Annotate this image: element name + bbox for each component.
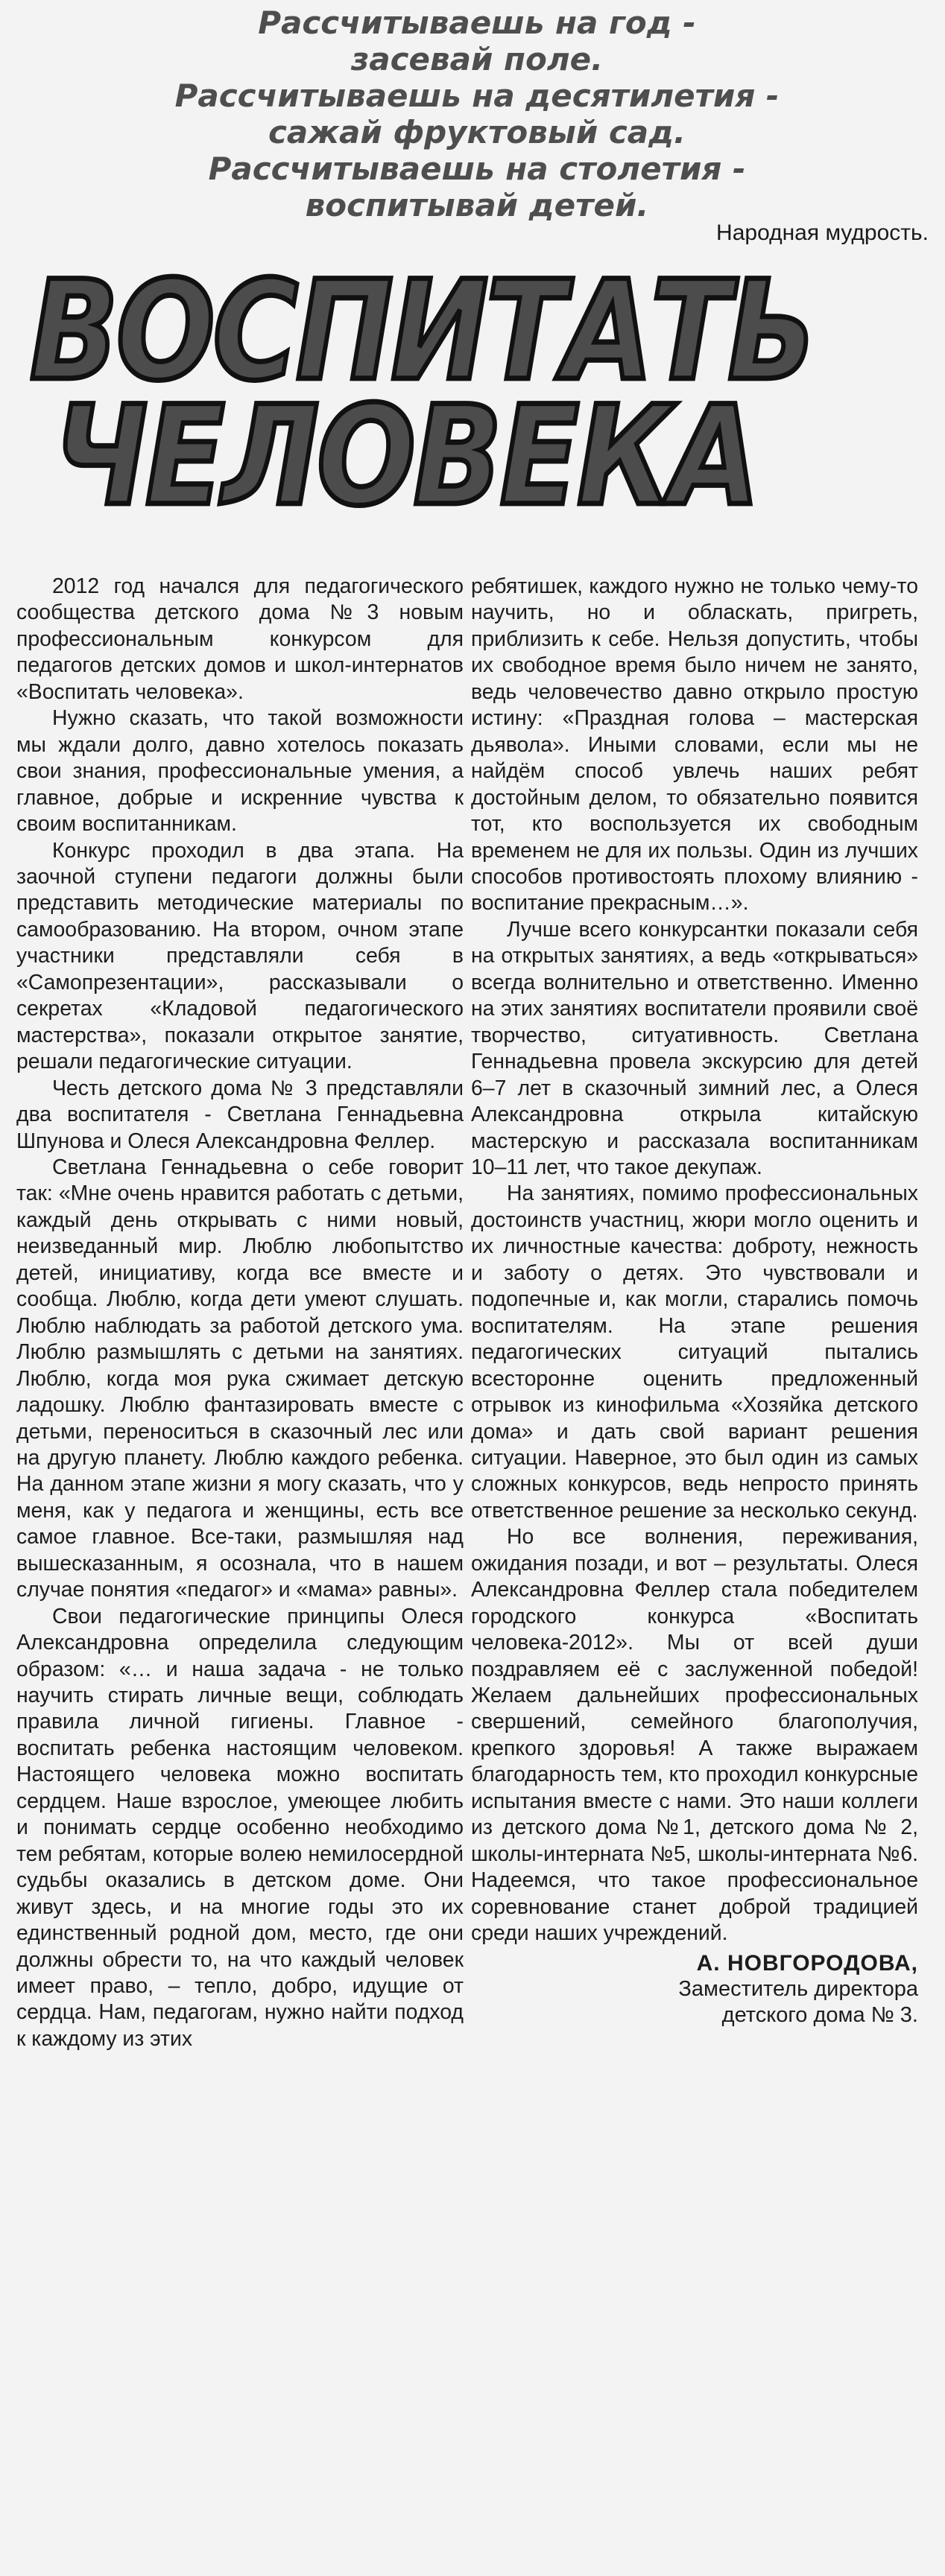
article-column-right: [471, 574, 918, 2028]
epigraph-line: сажай фруктовый сад.: [268, 114, 686, 150]
paragraph: Свои педагогические принципы Олеся Александровна определила следующим образом: «… и наша задача - не только научить стирать личные вещи, соблюдать правила личной гигиены. Главное - воспитать ребенка настоящим человеком. Настоящего человека можно воспитать сердцем. Наше взрослое, умеющее любить и понимать сердце особенно необходимо тем ребятам, которые волею немилосердной судьбы оказались в детском доме. Они живут здесь, и на многие годы это их единственный родной дом, место, где они должны обрести то, на что каждый человек имеет право, – тепло, добро, идущие от сердца. Нам, педагогам, нужно найти подход к каждому из этих: [16, 1604, 464, 2051]
paragraph: ребятишек, каждого нужно не только чему-то научить, но и обласкать, пригреть, приблизить к себе. Нельзя допустить, чтобы их свободное время было ничем не занято, ведь человечество давно открыло простую истину: «Праздная голова – мастерская дьявола». Иными словами, если мы не найдём способ увлечь наших ребят достойным делом, то обязательно появится тот, кто воспользуется их свободным временем не для их пользы. Один из лучших способов противостоять плохому влиянию - воспитание прекрасным…».: [471, 574, 918, 916]
paragraph: Честь детского дома № 3 представляли два воспитателя - Светлана Геннадьевна Шпунова и Олеся Александровна Феллер.: [16, 1076, 464, 1153]
paragraph: Лучше всего конкурсантки показали себя на открытых занятиях, а ведь «открываться» всегда волнительно и ответственно. Именно на этих занятиях воспитатели проявили своё творчество, ситуативность. Светлана Геннадьевна провела экскурсию для детей 6–7 лет в сказочный зимний лес, а Олеся Александровна открыла китайскую мастерскую и рассказала воспитанникам 10–11 лет, что такое декупаж.: [471, 917, 918, 1179]
paragraph: На занятиях, помимо профессиональных достоинств участниц, жюри могло оценить и их личностные качества: доброту, нежность и заботу о детях. Это чувствовали и подопечные и, как могли, старались помочь воспитателям. На этапе решения педагогических ситуаций пытались всесторонне оценить предложенный отрывок из кинофильма «Хозяйка детского дома» и дать свой вариант решения ситуации. Наверное, это был один из самых сложных конкурсов, ведь непросто принять ответственное решение за несколько секунд.: [471, 1181, 918, 1523]
paragraph: 2012 год начался для педагогического сообщества детского дома №3 новым профессиональным конкурсом для педагогов детских домов и школ-интернатов «Воспитать человека».: [16, 574, 464, 704]
epigraph-line: Рассчитываешь на десятилетия -: [174, 77, 780, 114]
article-headline: [30, 250, 917, 536]
headline-line-1: ВОСПИТАТЬ: [30, 250, 815, 411]
epigraph-line: засевай поле.: [350, 41, 604, 77]
author-signature: А. НОВГОРОДОВА,: [696, 1950, 918, 1976]
epigraph-line: воспитывай детей.: [305, 187, 649, 223]
headline-line-2: ЧЕЛОВЕКА: [54, 375, 758, 536]
author-position: Заместитель директора детского дома № 3.: [678, 1977, 918, 2028]
paragraph: Нужно сказать, что такой возможности мы ждали долго, давно хотелось показать свои знания, профессиональные умения, а главное, добрые и искренние чувства к своим воспитанникам.: [16, 706, 464, 837]
paragraph: Конкурс проходил в два этапа. На заочной ступени педагоги должны были представить методические материалы по самообразованию. На втором, очном этапе участники представляли себя в «Самопрезентации», рассказывали о секретах «Кладовой педагогического мастерства», показали открытое занятие, решали педагогические ситуации.: [16, 838, 464, 1074]
epigraph-line: Рассчитываешь на год -: [258, 4, 696, 41]
paragraph: Но все волнения, переживания, ожидания позади, и вот – результаты. Олеся Александровна Феллер стала победителем городского конкурса «Воспитать человека-2012». Мы от всей души поздравляем её с заслуженной победой! Желаем дальнейших профессиональных свершений, семейного благополучия, крепкого здоровья! А также выражаем благодарность тем, кто проходил конкурсные испытания вместе с нами. Это наши коллеги из детского дома №1, детского дома № 2, школы-интерната №5, школы-интерната №6. Надеемся, что такое профессиональное соревнование станет доброй традицией среди наших учреждений.: [471, 1525, 918, 1946]
epigraph-line: Рассчитываешь на столетия -: [208, 150, 746, 187]
epigraph: [30, 4, 924, 223]
epigraph-source: Народная мудрость.: [716, 221, 929, 245]
article-column-left: [16, 574, 464, 2052]
paragraph: Светлана Геннадьевна о себе говорит так: «Мне очень нравится работать с детьми, каждый день открывать с ними новый, неизведанный мир. Люблю любопытство детей, инициативу, когда все вместе и сообща. Люблю, когда дети умеют слушать. Люблю наблюдать за работой детского ума. Люблю размышлять с детьми на занятиях. Люблю, когда моя рука сжимает детскую ладошку. Люблю фантазировать вместе с детьми, переноситься в сказочный лес или на другую планету. Люблю каждого ребенка. На данном этапе жизни я могу сказать, что у меня, как у педагога и женщины, есть все самое главное. Все-таки, размышляя над вышесказанным, я осознала, что в нашем случае понятия «педагог» и «мама» равны».: [16, 1155, 464, 1602]
